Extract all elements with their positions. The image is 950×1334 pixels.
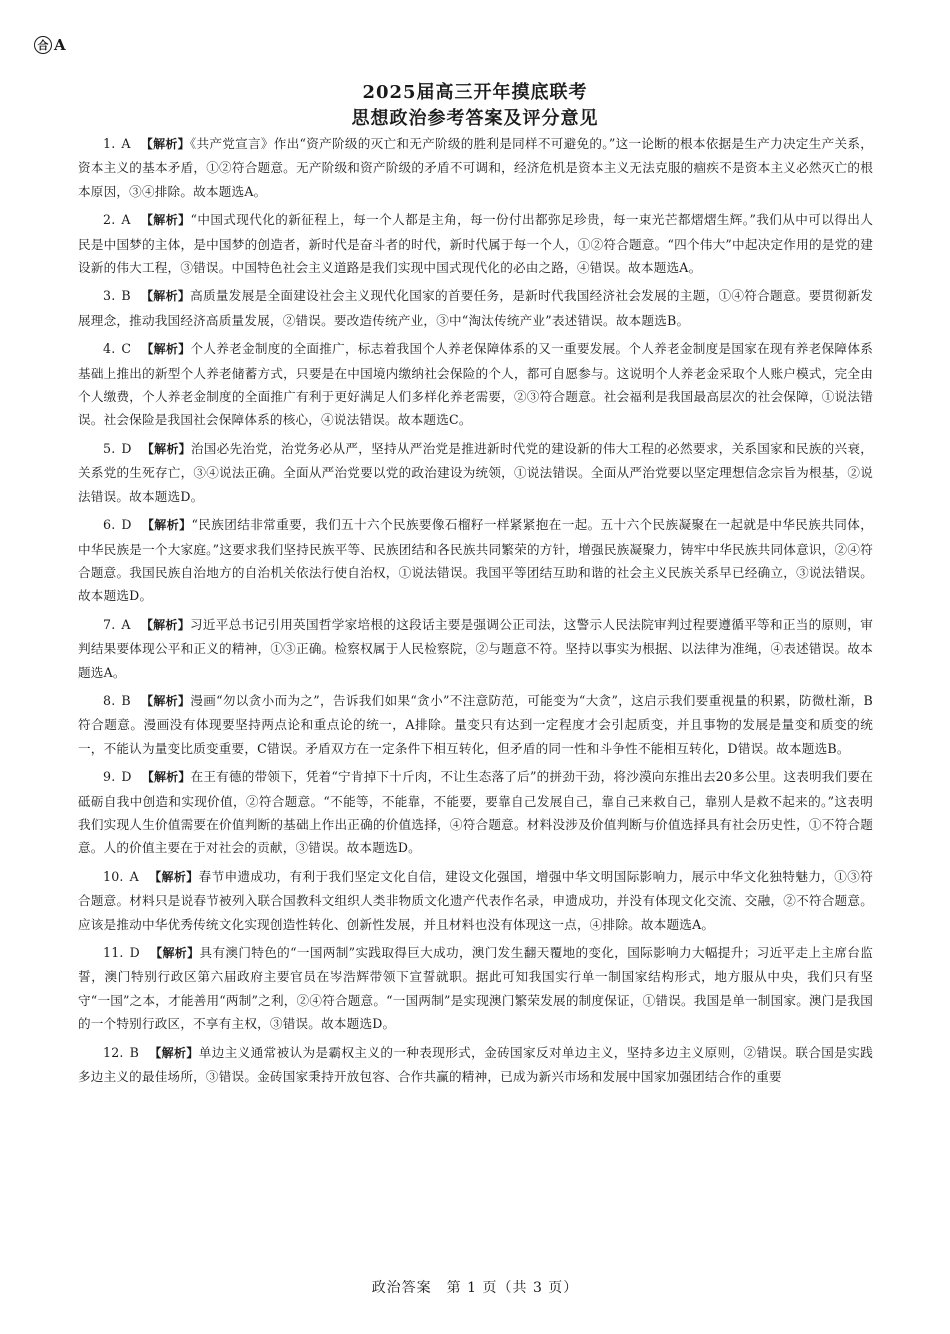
item-number: 1.: [103, 136, 116, 151]
item-answer: D: [121, 440, 132, 456]
item-answer: B: [129, 1044, 140, 1060]
analysis-tag: 【解析】: [149, 946, 200, 960]
item-explanation: 春节申遗成功，有利于我们坚定文化自信，建设文化强国，增强中华文明国际影响力，展示中华文化独特魅力，①③符合题意。材料只是说春节被列入联合国教科文组织人类非物质文化遗产代表作名录，申遗成功，并没有体现文化交流、交融，②不符合题意。应该是推动中华优秀传统文化实现创造性转化、创新性发展，并且材料也没有体现这一点，④排除。故本题选A。: [78, 868, 873, 932]
answer-item-10: [78, 865, 873, 936]
answer-item-1: [78, 132, 873, 203]
answer-item-8: [78, 689, 873, 760]
item-answer: A: [121, 616, 131, 632]
answer-item-9: [78, 765, 873, 860]
item-explanation: 单边主义通常被认为是霸权主义的一种表现形式，金砖国家反对单边主义，坚持多边主义原则，②错误。联合国是实践多边主义的最佳场所，③错误。金砖国家秉持开放包容、合作共赢的精神，已成为新兴市场和发展中国家加强团结合作的重要: [78, 1044, 873, 1085]
answer-list: [78, 132, 873, 1093]
item-number: 5.: [103, 440, 116, 456]
exam-badge: [34, 36, 66, 54]
item-explanation: 在王有德的带领下，凭着“宁肯掉下十斤肉，不让生态落了后”的拼劲干劲，将沙漠向东推出去20多公里。这表明我们要在砥砺自我中创造和实现价值，②符合题意。“不能等，不能靠，不能要，要靠自己发展自己，靠自己来救自己，靠别人是救不起来的。”这表明我们实现人生价值需要在价值判断的基础上作出正确的价值选择，④符合题意。材料没涉及价值判断与价值选择具有社会历史性，①不符合题意。人的价值主要在于对社会的贡献，③错误。故本题选D。: [78, 769, 873, 856]
item-answer: A: [129, 868, 139, 884]
item-explanation: 具有澳门特色的“一国两制”实践取得巨大成功，澳门发生翻天覆地的变化，国际影响力大幅提升；习近平走上主席台监誓，澳门特别行政区第六届政府主要官员在岑浩辉带领下宣誓就职。据此可知我国实行单一制国家结构形式，地方服从中央，我们只有坚守“一国”之本，才能善用“两制”之利，②④符合题意。“一国两制”是实现澳门繁荣发展的制度保证，①错误。我国是单一制国家。澳门是我国的一个特别行政区，不享有主权，③错误。故本题选D。: [78, 945, 873, 1032]
analysis-tag: 【解析】: [148, 869, 199, 884]
answer-item-3: [78, 284, 873, 332]
answer-item-4: [78, 337, 873, 432]
item-number: 12.: [103, 1044, 124, 1060]
item-answer: D: [121, 769, 132, 785]
answer-item-2: [78, 208, 873, 279]
item-explanation: 《共产党宣言》作出“资产阶级的灭亡和无产阶级的胜利是同样不可避免的。”这一论断的根本依据是生产力决定生产关系，资本主义的基本矛盾，①②符合题意。无产阶级和资产阶级的矛盾不可调和，经济危机是资本主义无法克服的痼疾不是资本主义必然灭亡的根本原因，③④排除。故本题选A。: [78, 136, 873, 199]
analysis-tag: 【解析】: [140, 289, 191, 304]
item-answer: B: [121, 692, 131, 708]
item-answer: D: [121, 517, 132, 533]
badge-letter: A: [54, 36, 66, 54]
item-explanation: 高质量发展是全面建设社会主义现代化国家的首要任务，是新时代我国经济社会发展的主题，①④符合题意。要贯彻新发展理念，推动我国经济高质量发展，②错误。要改造传统产业，③中“淘汰传统产业”表述错误。故本题选B。: [78, 288, 873, 328]
analysis-tag: 【解析】: [141, 518, 192, 533]
analysis-tag: 【解析】: [149, 1045, 199, 1060]
item-explanation: 漫画“勿以贪小而为之”，告诉我们如果“贪小”不注意防范，可能变为“大贪”，这启示我们要重视量的积累，防微杜渐，B符合题意。漫画没有体现要坚持两点论和重点论的统一，A排除。量变只有达到一定程度才会引起质变，并且事物的发展是量变和质变的统一，不能认为量变比质变重要，C错误。矛盾双方在一定条件下相互转化，但矛盾的同一性和斗争性不能相互转化，D错误。故本题选B。: [78, 692, 873, 756]
item-number: 7.: [103, 616, 116, 632]
item-number: 4.: [103, 341, 116, 357]
badge-circle-mark: 合: [34, 36, 52, 54]
answer-item-6: [78, 513, 873, 608]
item-number: 9.: [103, 769, 116, 785]
item-answer: A: [121, 212, 131, 228]
analysis-tag: 【解析】: [140, 693, 191, 708]
answer-item-5: [78, 437, 873, 508]
item-number: 3.: [103, 288, 116, 304]
item-number: 2.: [103, 212, 116, 228]
analysis-tag: 【解析】: [141, 441, 191, 456]
document-subtitle: 思想政治参考答案及评分意见: [351, 108, 599, 129]
item-number: 10.: [103, 868, 124, 884]
item-number: 8.: [103, 692, 116, 708]
item-answer: A: [121, 136, 131, 151]
item-answer: B: [121, 288, 131, 304]
answer-item-11: [78, 941, 873, 1036]
item-number: 11.: [103, 945, 124, 960]
analysis-tag: 【解析】: [140, 213, 191, 228]
analysis-tag: 【解析】: [140, 137, 190, 151]
item-explanation: 治国必先治党，治党务必从严，坚持从严治党是推进新时代党的建设新的伟大工程的必然要求，关系国家和民族的兴衰，关系党的生死存亡，③④说法正确。全面从严治党要以党的政治建设为统领，①说法错误。全面从严治党要以坚定理想信念宗旨为根基，②说法错误。故本题选D。: [78, 440, 873, 504]
item-number: 6.: [103, 517, 116, 533]
analysis-tag: 【解析】: [141, 770, 191, 785]
item-explanation: “中国式现代化的新征程上，每一个人都是主角，每一份付出都弥足珍贵，每一束光芒都熠熠生辉。”我们从中可以得出人民是中国梦的主体，是中国梦的创造者，新时代是奋斗者的时代，新时代属于每一个人，①②符合题意。“四个伟大”中起决定作用的是党的建设新的伟大工程，③错误。中国特色社会主义道路是我们实现中国式现代化的必由之路，④错误。故本题选A。: [78, 212, 873, 276]
item-answer: C: [121, 341, 132, 357]
answer-item-7: [78, 613, 873, 684]
item-answer: D: [129, 945, 140, 960]
document-title: 2025届高三开年摸底联考: [362, 82, 588, 103]
analysis-tag: 【解析】: [140, 617, 190, 632]
answer-item-12: [78, 1041, 873, 1089]
item-explanation: 习近平总书记引用英国哲学家培根的这段话主要是强调公正司法，这警示人民法院审判过程要遵循平等和正当的原则，审判结果要体现公平和正义的精神，①③正确。检察权属于人民检察院，②与题意不符。坚持以事实为根据、以法律为准绳，④表述错误。故本题选A。: [78, 616, 873, 680]
item-explanation: 个人养老金制度的全面推广，标志着我国个人养老保障体系的又一重要发展。个人养老金制度是国家在现有养老保障体系基础上推出的新型个人养老储蓄方式，只要是在中国境内缴纳社会保险的个人，都可自愿参与。这说明个人养老金采取个人账户模式，完全由个人缴费，个人养老金制度的全面推广有利于更好满足人们多样化养老需要，②③符合题意。社会福利是我国最高层次的社会保障，①说法错误。社会保险是我国社会保障体系的核心，④说法错误。故本题选C。: [78, 341, 873, 428]
page-footer: 政治答案 第 1 页（共 3 页）: [371, 1280, 579, 1296]
item-explanation: “民族团结非常重要，我们五十六个民族要像石榴籽一样紧紧抱在一起。五十六个民族凝聚在一起就是中华民族共同体，中华民族是一个大家庭。”这要求我们坚持民族平等、民族团结和各民族共同繁荣的方针，增强民族凝聚力，铸牢中华民族共同体意识，②④符合题意。我国民族自治地方的自治机关依法行使自治权，①说法错误。我国平等团结互助和谐的社会主义民族关系早已经确立，③说法错误。故本题选D。: [78, 517, 873, 604]
analysis-tag: 【解析】: [141, 342, 191, 357]
